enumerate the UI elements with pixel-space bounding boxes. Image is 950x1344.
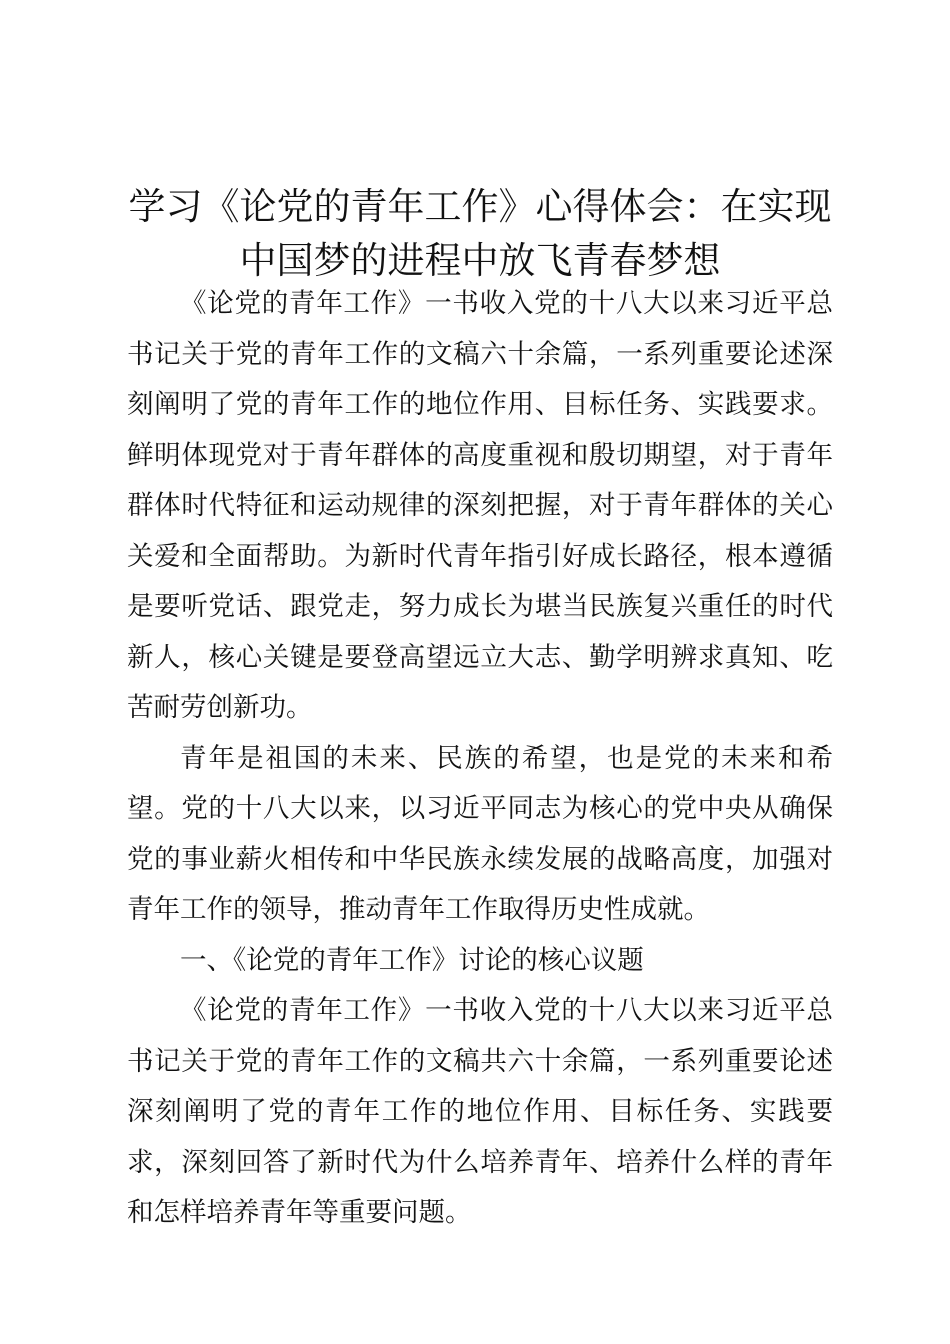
document-title: 学习《论党的青年工作》心得体会：在实现中国梦的进程中放飞青春梦想 (128, 185, 832, 282)
paragraph-core-topics: 《论党的青年工作》一书收入党的十八大以来习近平总书记关于党的青年工作的文稿共六十余篇，一系列重要论述深刻阐明了党的青年工作的地位作用、目标任务、实践要求，深刻回答了新时代为什么培养青年、培养什么样的青年和怎样培养青年等重要问题。 (127, 995, 833, 1228)
paragraph-youth-future: 青年是祖国的未来、民族的希望，也是党的未来和希望。党的十八大以来，以习近平同志为核心的党中央从确保党的事业薪火相传和中华民族永续发展的战略高度，加强对青年工作的领导，推动青年工作取得历史性成就。 (127, 742, 833, 925)
paragraph-intro: 《论党的青年工作》一书收入党的十八大以来习近平总书记关于党的青年工作的文稿六十余篇，一系列重要论述深刻阐明了党的青年工作的地位作用、目标任务、实践要求。鲜明体现党对于青年群体的高度重视和殷切期望，对于青年群体时代特征和运动规律的深刻把握，对于青年群体的关心关爱和全面帮助。为新时代青年指引好成长路径，根本遵循是要听党话、跟党走，努力成长为堪当民族复兴重任的时代新人，核心关键是要登高望远立大志、勤学明辨求真知、吃苦耐劳创新功。 (127, 288, 833, 723)
section-heading: 一、《论党的青年工作》讨论的核心议题 (180, 944, 644, 976)
document-body (127, 279, 833, 1239)
